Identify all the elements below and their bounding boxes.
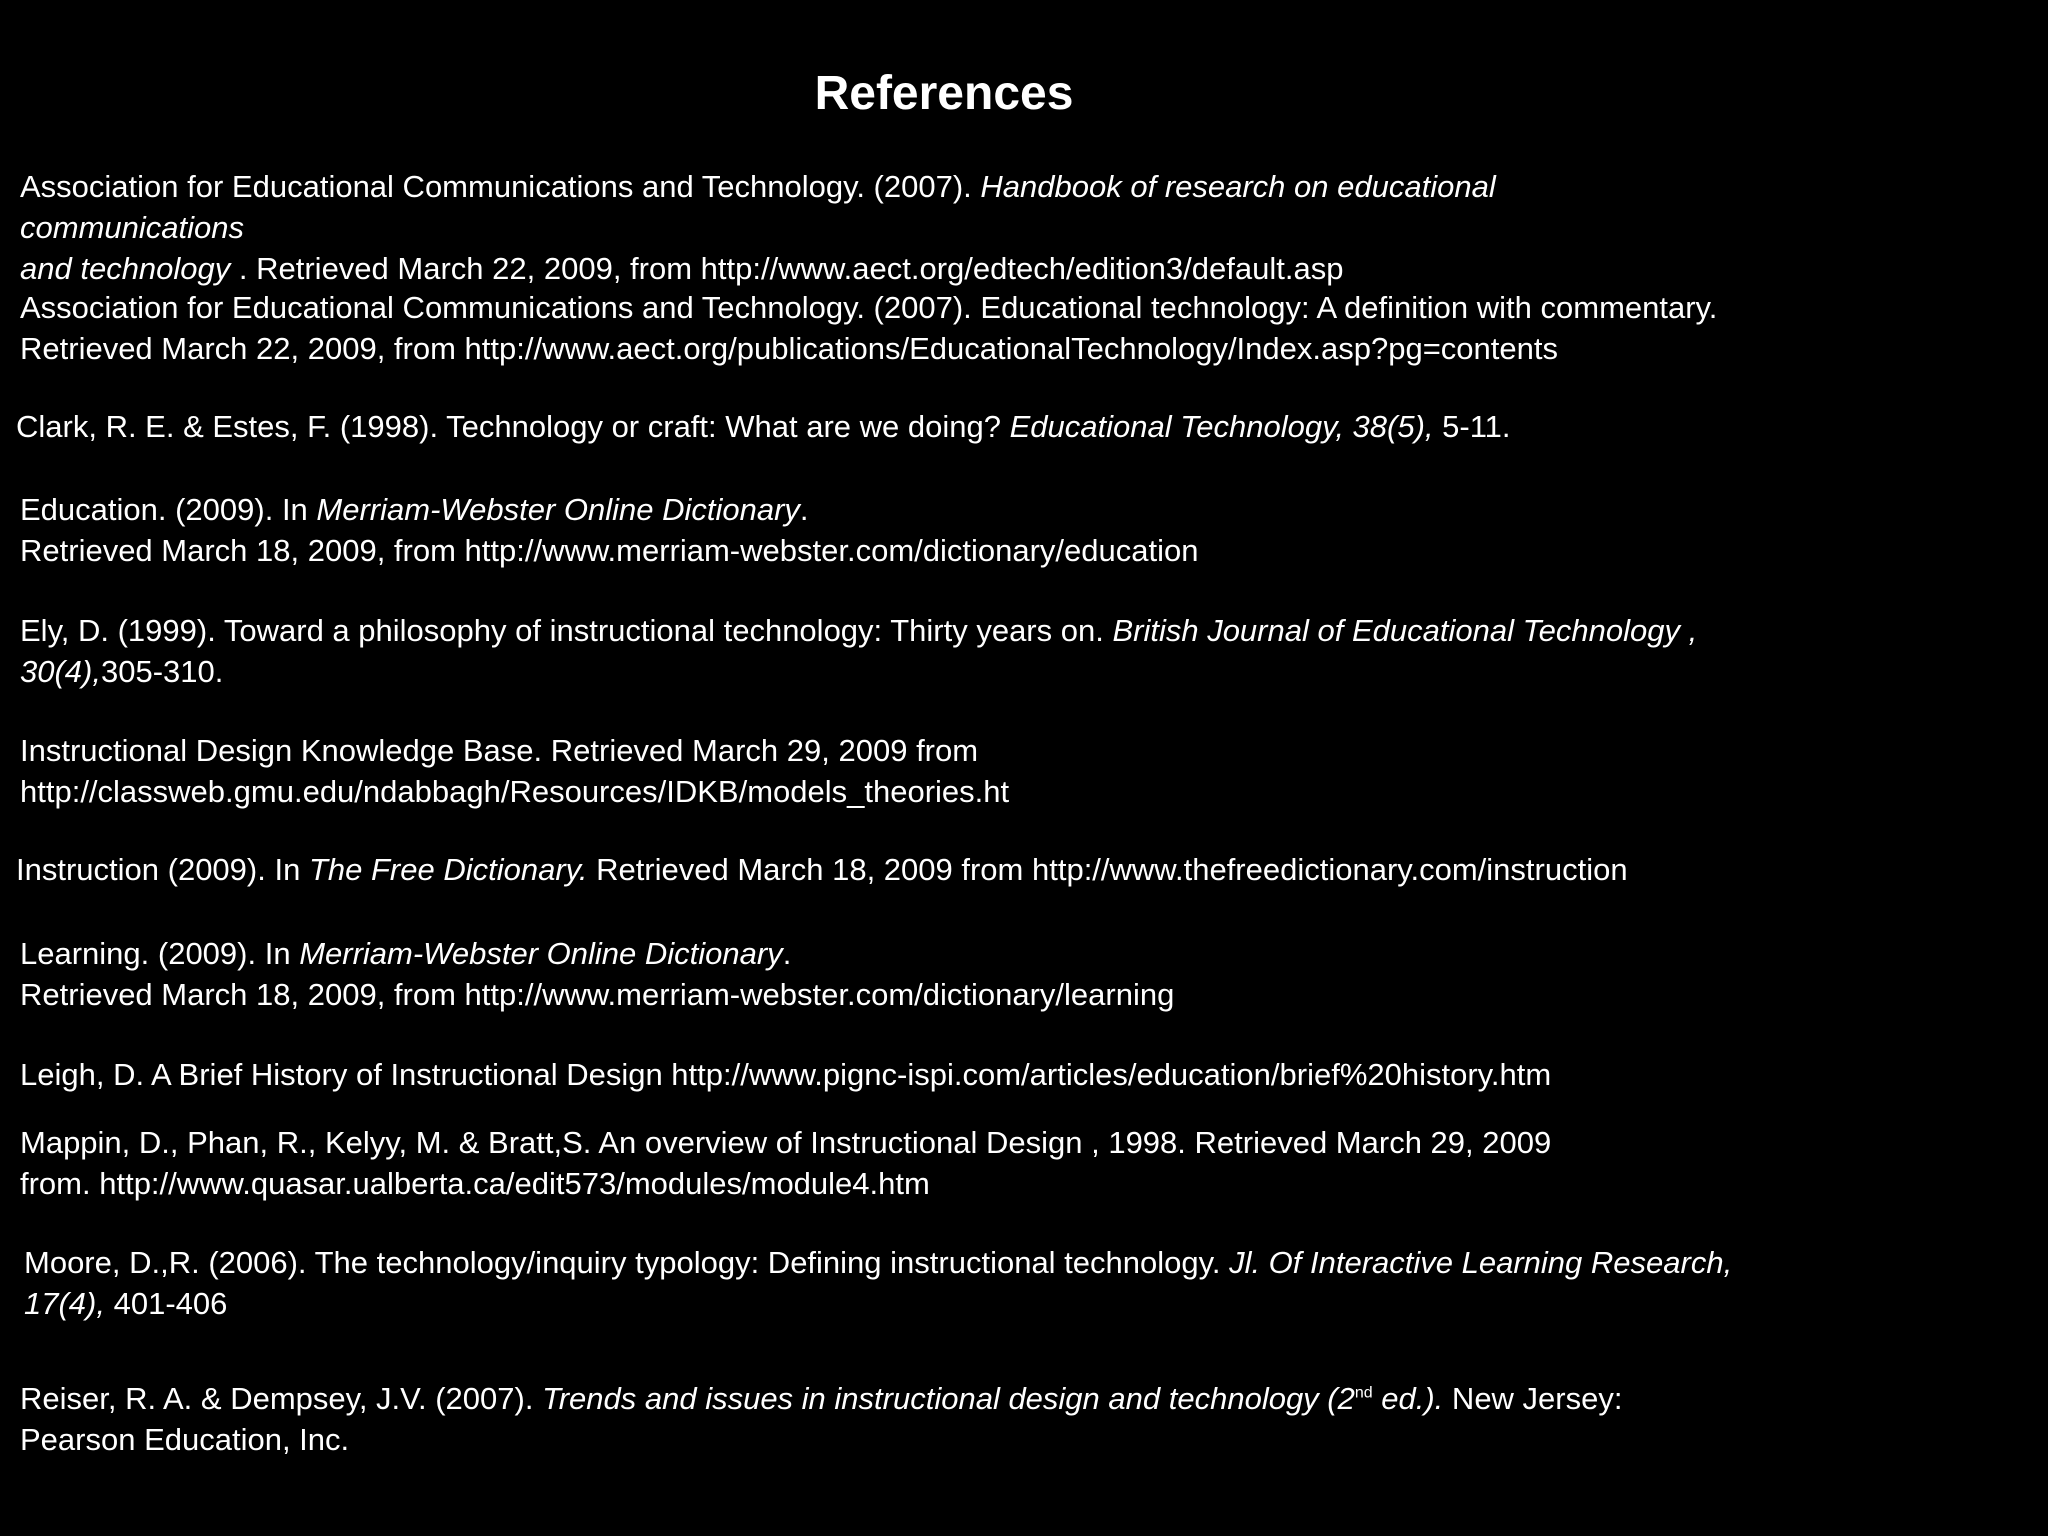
reference-line: from. http://www.quasar.ualberta.ca/edit573/modules/module4.htm: [20, 1166, 930, 1201]
reference-line: Instructional Design Knowledge Base. Retrieved March 29, 2009 from: [20, 733, 979, 768]
reference-text: .: [782, 936, 792, 971]
reference-line: Pearson Education, Inc.: [20, 1422, 350, 1457]
reference-text: Ely, D. (1999). Toward a philosophy of instructional technology: Thirty years on.: [20, 613, 1113, 648]
reference-line: [16, 849, 1628, 890]
reference-line: Mappin, D., Phan, R., Kelyy, M. & Bratt,S. An overview of Instructional Design , 1998. Retrieved March 29, 2009: [20, 1125, 1552, 1160]
reference-text: Learning. (2009). In: [20, 936, 300, 971]
reference-text: Reiser, R. A. & Dempsey, J.V. (2007).: [20, 1381, 543, 1416]
reference-mappin: [20, 1122, 1551, 1204]
reference-line: [20, 1378, 1622, 1419]
reference-line: Association for Educational Communications and Technology. (2007). Educational technology: A definition with commentary.: [20, 290, 1718, 325]
reference-text: Education. (2009). In: [20, 492, 317, 527]
reference-text: Retrieved March 18, 2009 from http://www.thefreedictionary.com/instruction: [587, 852, 1628, 887]
reference-line: Leigh, D. A Brief History of Instructional Design http://www.pignc-ispi.com/articles/education/brief%20history.htm: [20, 1057, 1552, 1092]
reference-italic-title: The Free Dictionary.: [308, 852, 588, 887]
reference-text: Instruction (2009). In: [16, 852, 309, 887]
reference-italic-title: Trends and issues in instructional design and technology (2: [542, 1381, 1355, 1416]
reference-italic-title: Merriam-Webster Online Dictionary: [316, 492, 800, 527]
reference-italic-title: Handbook of research on educational: [980, 169, 1496, 204]
reference-ely: [20, 610, 1697, 692]
reference-education: [20, 489, 1198, 571]
reference-learning: [20, 933, 1174, 1015]
reference-text: . Retrieved March 22, 2009, from http://www.aect.org/edtech/edition3/default.asp: [230, 251, 1344, 286]
reference-line: [20, 166, 1496, 207]
reference-aect-definition: [20, 287, 1717, 369]
reference-text: 5-11.: [1433, 409, 1511, 444]
reference-aect-handbook: [20, 166, 1496, 289]
reference-text: 401-406: [104, 1286, 228, 1321]
page-title: References: [814, 67, 1074, 120]
reference-text: New Jersey:: [1443, 1381, 1623, 1416]
reference-line: Retrieved March 18, 2009, from http://www.merriam-webster.com/dictionary/learning: [20, 977, 1175, 1012]
reference-line: Retrieved March 18, 2009, from http://www.merriam-webster.com/dictionary/education: [20, 533, 1199, 568]
reference-line: [24, 1242, 1732, 1283]
reference-text: 305-310.: [100, 654, 224, 689]
reference-line: [20, 933, 1174, 974]
reference-line: [20, 489, 1198, 530]
reference-italic-volume: 17(4),: [24, 1286, 105, 1321]
reference-line: Retrieved March 22, 2009, from http://www.aect.org/publications/EducationalTechnology/Index.asp?pg=contents: [20, 331, 1558, 366]
reference-clark: [16, 406, 1511, 447]
reference-italic-title: British Journal of Educational Technology ,: [1112, 613, 1698, 648]
reference-text: Clark, R. E. & Estes, F. (1998). Technology or craft: What are we doing?: [16, 409, 1010, 444]
reference-line: [20, 207, 1496, 248]
reference-line: [16, 406, 1511, 447]
reference-line: [24, 1283, 1732, 1324]
reference-line: http://classweb.gmu.edu/ndabbagh/Resources/IDKB/models_theories.ht: [20, 774, 1010, 809]
reference-italic-title: ed.).: [1372, 1381, 1444, 1416]
reference-italic-title: Educational Technology, 38(5),: [1009, 409, 1434, 444]
reference-text: Moore, D.,R. (2006). The technology/inquiry typology: Defining instructional technology.: [24, 1245, 1230, 1280]
reference-line: [20, 610, 1697, 651]
reference-italic-title: communications: [20, 210, 244, 245]
reference-line: [20, 651, 1697, 692]
reference-reiser: [20, 1378, 1622, 1460]
reference-text: Association for Educational Communications and Technology. (2007).: [20, 169, 981, 204]
reference-italic-title: Merriam-Webster Online Dictionary: [299, 936, 783, 971]
reference-text: .: [799, 492, 809, 527]
reference-italic-title: and technology: [20, 251, 231, 286]
reference-instruction: [16, 849, 1628, 890]
reference-italic-volume: 30(4),: [20, 654, 101, 689]
reference-italic-title: Jl. Of Interactive Learning Research,: [1229, 1245, 1733, 1280]
reference-idkb: [20, 730, 1009, 812]
reference-superscript: nd: [1354, 1384, 1373, 1402]
reference-line: [20, 248, 1496, 289]
reference-leigh: [20, 1054, 1551, 1095]
reference-moore: [24, 1242, 1732, 1324]
